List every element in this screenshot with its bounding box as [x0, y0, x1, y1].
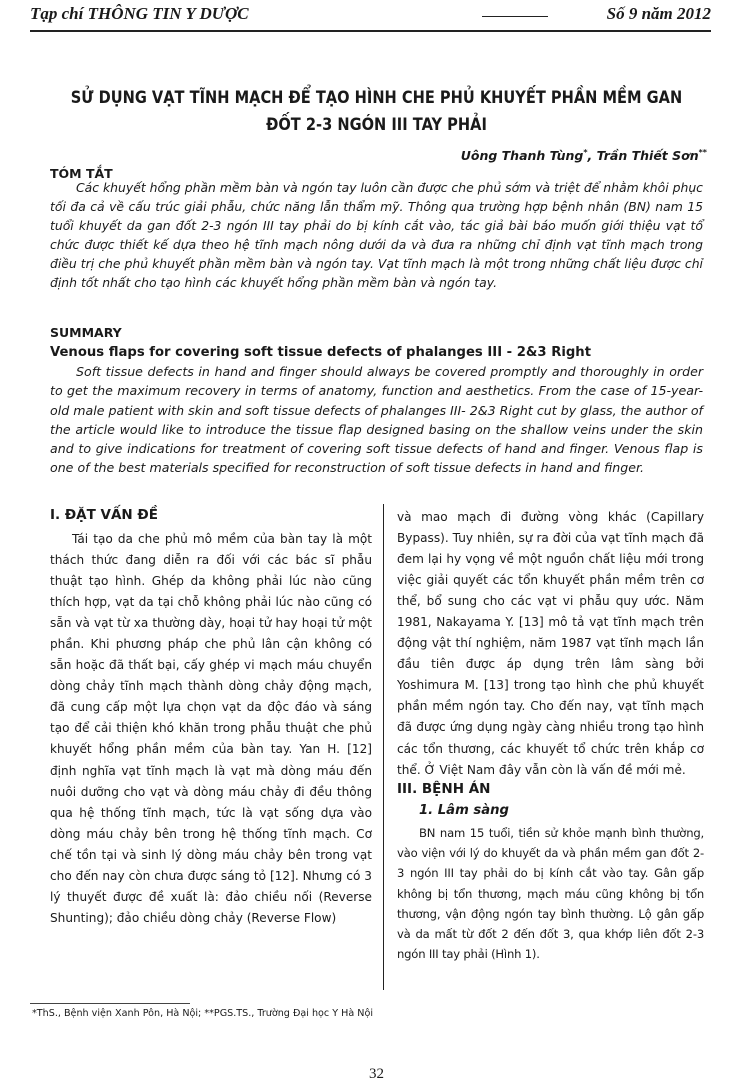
section-1-paragraph: Tái tạo da che phủ mô mềm của bàn tay là một thách thức đang diễn ra đối với các bác sĩ phẫu thuật tạo hình. Ghép da không phải lúc nào cũng thích hợp, vạt da tại chỗ không phải lúc nào cũng có sẵn và vạt từ xa thường dày, hoại tử hay hoại tử một phần. Khi phương pháp che phủ lân cận không có sẵn hoặc đã thất bại, cấy ghép vi mạch máu chuyển dòng chảy tĩnh mạch thành dòng chảy động mạch, đã cung cấp một lựa chọn vạt da độc đáo và sáng tạo để cải thiện khó khăn trong phẫu thuật che phủ khuyết hổng phần mềm của bàn tay. Yan H. [12] định nghĩa vạt tĩnh mạch là vạt mà dòng máu đến nuôi dưỡng cho vạt và dòng máu chảy đi đều thông qua hệ thống tĩnh mạch, tức là vạt sống dựa vào dòng máu chảy bên trong hệ thống tĩnh mạch. Cơ chế tồn tại và sinh lý dòng máu chảy bên trong vạt cho đến nay còn chưa được sáng tỏ [12]. Nhưng có 3 lý thuyết được đề xuất là: đảo chiều nối (Reverse Shunting); đảo chiều dòng chảy (Reverse Flow): [50, 532, 372, 925]
footnote-rule: [30, 1003, 190, 1004]
abstract-en-heading: SUMMARY: [50, 325, 122, 340]
author-2: Trần Thiết Sơn: [596, 148, 699, 164]
footnote: *ThS., Bệnh viện Xanh Pôn, Hà Nội; **PGS.TS., Trường Đại học Y Hà Nội: [32, 1008, 374, 1019]
column-left: [50, 507, 372, 929]
column-right: [397, 507, 704, 965]
section-1-heading: I. ĐẶT VẤN ĐỀ: [50, 507, 158, 523]
article-title-line-1: SỬ DỤNG VẠT TĨNH MẠCH ĐỂ TẠO HÌNH CHE PHỦ KHUYẾT PHẦN MỀM GAN: [70, 88, 683, 108]
abstract-en-title: Venous flaps for covering soft tissue defects of phalanges III - 2&3 Right: [50, 345, 592, 360]
section-3-heading: III. BỆNH ÁN: [397, 780, 491, 797]
author-2-mark: **: [698, 148, 707, 157]
header-line: [30, 30, 711, 32]
journal-name: Tạp chí THÔNG TIN Y DƯỢC: [30, 4, 249, 23]
authors: [461, 148, 707, 163]
author-1: Uông Thanh Tùng: [460, 148, 584, 164]
page-header: [30, 2, 711, 28]
author-1-mark: *: [583, 148, 588, 157]
article-title-line-2: ĐỐT 2-3 NGÓN III TAY PHẢI: [266, 115, 487, 135]
section-3-paragraph: BN nam 15 tuổi, tiền sử khỏe mạnh bình thường, vào viện với lý do khuyết da và phần mềm gan đốt 2-3 ngón III tay phải do bị kính cắt vào tay. Gân gấp không bị tổn thương, mạch máu cũng không bị tổn thương, vận động ngón tay bình thường. Lộ gân gấp và da mất từ đốt 2 đến đốt 3, qua khớp liên đốt 2-3 ngón III tay phải (Hình 1).: [397, 825, 704, 962]
issue-label: Số 9 năm 2012: [606, 4, 711, 23]
abstract-vi-heading: TÓM TẮT: [50, 166, 113, 181]
abstract-en-text: Soft tissue defects in hand and finger should always be covered promptly and thoroughly in order to get the maximum recovery in terms of anatomy, function and aesthetics. From the case of 15-year-old male patient with skin and soft tissue defects of phalanges III- 2&3 Right cut by glass, the author of the article would like to introduce the tissue flap designed basing on the shallow veins under the skin and to give indications for treatment of covering soft tissue defects of hand and finger. Venous flap is one of the best materials specified for reconstruction of soft tissue defects in hand and finger.: [50, 364, 703, 476]
author-separator: ,: [587, 148, 597, 164]
header-divider: [482, 16, 548, 17]
section-3-subheading: 1. Lâm sàng: [419, 802, 509, 818]
section-1-paragraph-continued: và mao mạch đi đường vòng khác (Capillary Bypass). Tuy nhiên, sự ra đời của vạt tĩnh mạch đã đem lại hy vọng về một nguồn chất liệu mới trong việc giải quyết các tổn khuyết phần mềm trên cơ thể, bổ sung cho các vạt vi phẫu quy ước. Năm 1981, Nakayama Y. [13] mô tả vạt tĩnh mạch trên động vật thí nghiệm, năm 1987 vạt tĩnh mạch lần đầu tiên được áp dụng trên lâm sàng bởi Yoshimura M. [13] trong tạo hình che phủ khuyết phần mềm ngón tay. Cho đến nay, vạt tĩnh mạch đã được ứng dụng ngày càng nhiều trong tạo hình các tổn thương, các khuyết tổ chức trên khắp cơ thể. Ở Việt Nam đây vẫn còn là vấn đề mới mẻ.: [397, 510, 704, 777]
column-divider: [383, 504, 384, 990]
page-number: 32: [369, 1066, 384, 1082]
abstract-vi-text: Các khuyết hổng phần mềm bàn và ngón tay luôn cần được che phủ sớm và triệt để nhằm khôi phục tối đa cả về cấu trúc giải phẫu, chức năng lẫn thẩm mỹ. Thông qua trường hợp bệnh nhân (BN) nam 15 tuổi khuyết da gan đốt 2-3 ngón III tay phải do bị kính cắt vào, tác giả bài báo muốn giới thiệu vạt tổ chức được thiết kế dựa theo hệ tĩnh mạch nông dưới da và đưa ra những chỉ định vạt tĩnh mạch trong điều trị che phủ khuyết phần mềm bàn và ngón tay. Vạt tĩnh mạch là một trong những chất liệu được chỉ định tốt nhất cho tạo hình các khuyết hổng phần mềm bàn và ngón tay.: [50, 180, 703, 291]
